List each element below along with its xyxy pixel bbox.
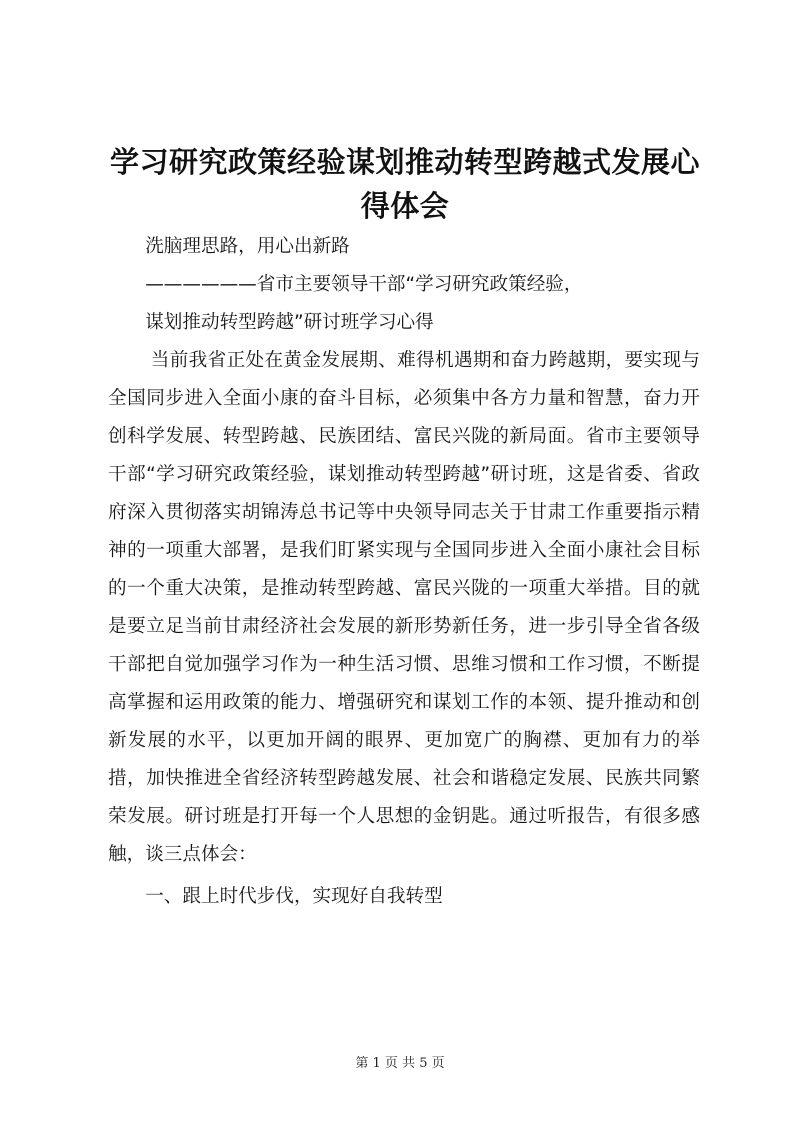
document-body	[108, 228, 700, 916]
subtitle-dash-line: ——————省市主要领导干部“学习研究政策经验，	[145, 274, 583, 295]
section-heading: 一、跟上时代步伐，实现好自我转型	[145, 886, 443, 907]
document-title: 学习研究政策经验谋划推动转型跨越式发展心得体会	[109, 145, 700, 223]
subtitle-line-2: 谋划推动转型跨越”研讨班学习心得	[145, 312, 434, 333]
subtitle-line: 洗脑理思路，用心出新路	[145, 236, 350, 257]
page-footer: 第 1 页 共 5 页	[355, 1056, 445, 1071]
main-paragraph: 当前我省正处在黄金发展期、难得机遇期和奋力跨越期，要实现与全国同步进入全面小康的奋斗目标，必须集中各方力量和智慧，奋力开创科学发展、转型跨越、民族团结、富民兴陇的新局面。省市主要领导干部“学习研究政策经验，谋划推动转型跨越”研讨班，这是省委、省政府深入贯彻落实胡锦涛总书记等中央领导同志关于甘肃工作重要指示精神的一项重大部署，是我们盯紧实现与全国同步进入全面小康社会目标的一个重大决策，是推动转型跨越、富民兴陇的一项重大举措。目的就是要立足当前甘肃经济社会发展的新形势新任务，进一步引导全省各级干部把自觉加强学习作为一种生活习惯、思维习惯和工作习惯，不断提高掌握和运用政策的能力、增强研究和谋划工作的本领、提升推动和创新发展的水平，以更加开阔的眼界、更加宽广的胸襟、更加有力的举措，加快推进全省经济转型跨越发展、社会和谐稳定发展、民族共同繁荣发展。研讨班是打开每一个人思想的金钥匙。通过听报告，有很多感触，谈三点体会：	[108, 350, 700, 865]
